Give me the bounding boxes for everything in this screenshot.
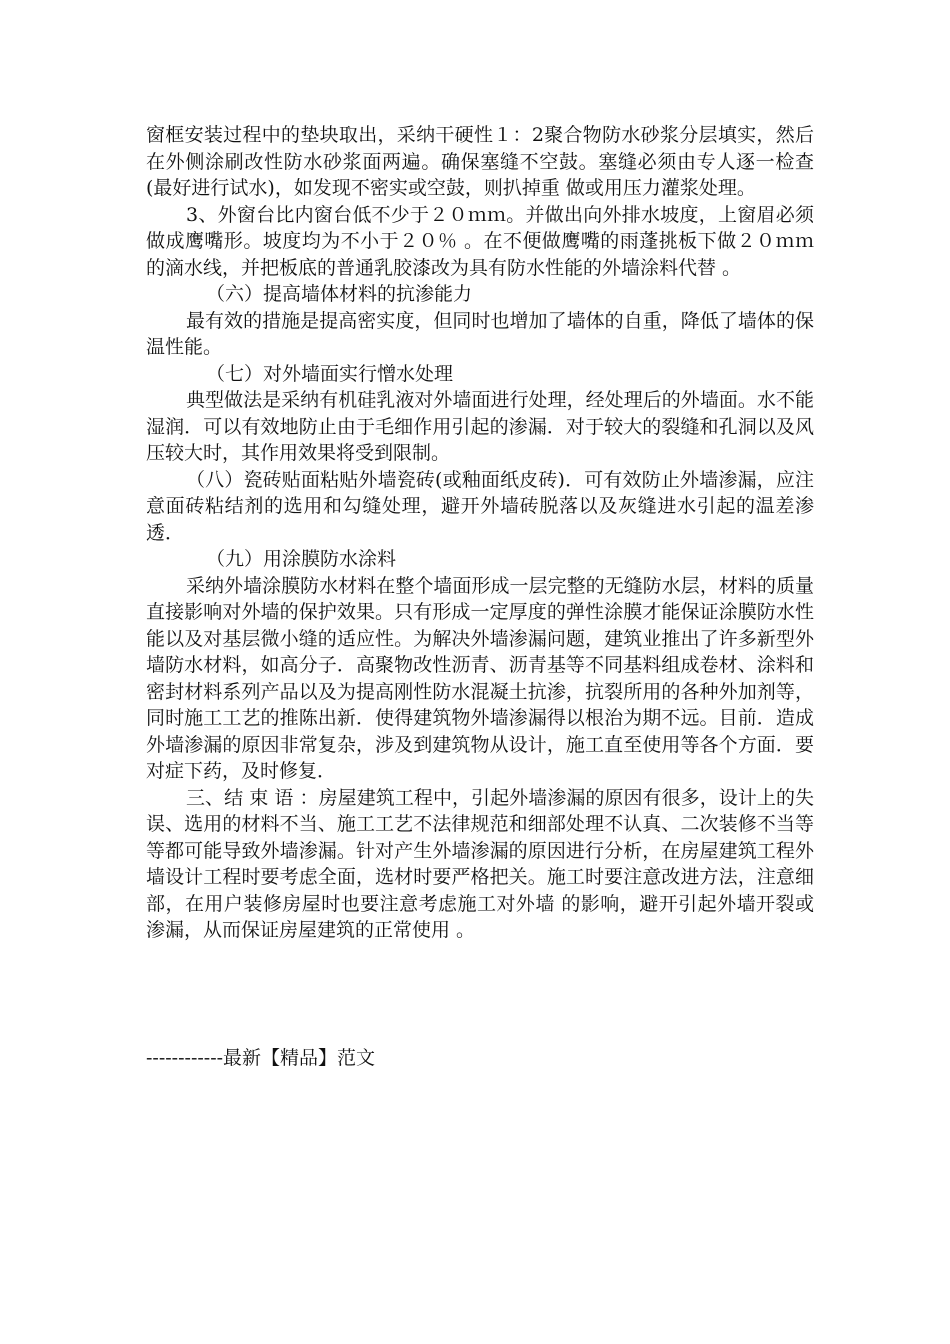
document-body (146, 122, 814, 944)
section-heading-seven: （七）对外墙面实行憎水处理 (206, 362, 454, 385)
section-heading-nine: （九）用涂膜防水涂料 (206, 548, 397, 570)
paragraph-conclusion: 三、结 束 语 ：房屋建筑工程中，引起外墙渗漏的原因有很多，设计上的失误、选用的材料不当、施工工艺不法律规范和细部处理不认真、二次装修不当等等都可能导致外墙渗漏。针对产生外墙渗漏的原因进行分析，在房屋建筑工程外墙设计工程时要考虑全面，选材时要严格把关。施工时要注意改进方法，注意细部，在用户装修房屋时也要注意考虑施工对外墙 的影响，避开引起外墙开裂或渗漏，从而保证房屋建筑的正常使用 。 (146, 786, 814, 941)
paragraph-coating: 采纳外墙涂膜防水材料在整个墙面形成一层完整的无缝防水层，材料的质量直接影响对外墙的保护效果。只有形成一定厚度的弹性涂膜才能保证涂膜防水性能以及对基层微小缝的适应性。为解决外墙渗漏问题，建筑业推出了许多新型外墙防水材料，如高分子．高聚物改性沥青、沥青基等不同基料组成卷材、涂料和密封材料系列产品以及为提高刚性防水混凝土抗渗，抗裂所用的各种外加剂等，同时施工工艺的推陈出新．使得建筑物外墙渗漏得以根治为期不远。目前．造成外墙渗漏的原因非常复杂，涉及到建筑物从设计，施工直至使用等各个方面．要对症下药，及时修复． (146, 574, 814, 782)
paragraph-window-sill: 3、外窗台比内窗台低不少于２０ｍｍ。并做出向外排水坡度，上窗眉必须做成鹰嘴形。坡度均为不小于２０％ 。在不便做鹰嘴的雨蓬挑板下做２０ｍｍ的滴水线，并把板底的普通乳胶漆改为具有防水性能的外墙涂料代替 。 (146, 203, 814, 279)
paragraph-hydrophobic: 典型做法是采纳有机硅乳液对外墙面进行处理，经处理后的外墙面。水不能湿润．可以有效地防止由于毛细作用引起的渗漏．对于较大的裂缝和孔洞以及风压较大时，其作用效果将受到限制。 (146, 389, 814, 464)
paragraph-density: 最有效的措施是提高密实度，但同时也增加了墙体的自重，降低了墙体的保温性能。 (146, 309, 814, 358)
section-heading-six: （六）提高墙体材料的抗渗能力 (206, 283, 473, 305)
paragraph-window-frame: 窗框安装过程中的垫块取出，采纳干硬性１：2聚合物防水砂浆分层填实，然后在外侧涂刷改性防水砂浆面两遍。确保塞缝不空鼓。塞缝必须由专人逐一检查(最好进行试水)，如发现不密实或空鼓，则扒掉重 做或用压力灌浆处理。 (146, 124, 814, 199)
paragraph-tiles: （八）瓷砖贴面粘贴外墙瓷砖(或釉面纸皮砖)．可有效防止外墙渗漏，应注意面砖粘结剂的选用和勾缝处理，避开外墙砖脱落以及灰缝进水引起的温差渗透． (146, 468, 814, 544)
footer-text: ------------最新【精品】范文 (146, 1047, 376, 1069)
